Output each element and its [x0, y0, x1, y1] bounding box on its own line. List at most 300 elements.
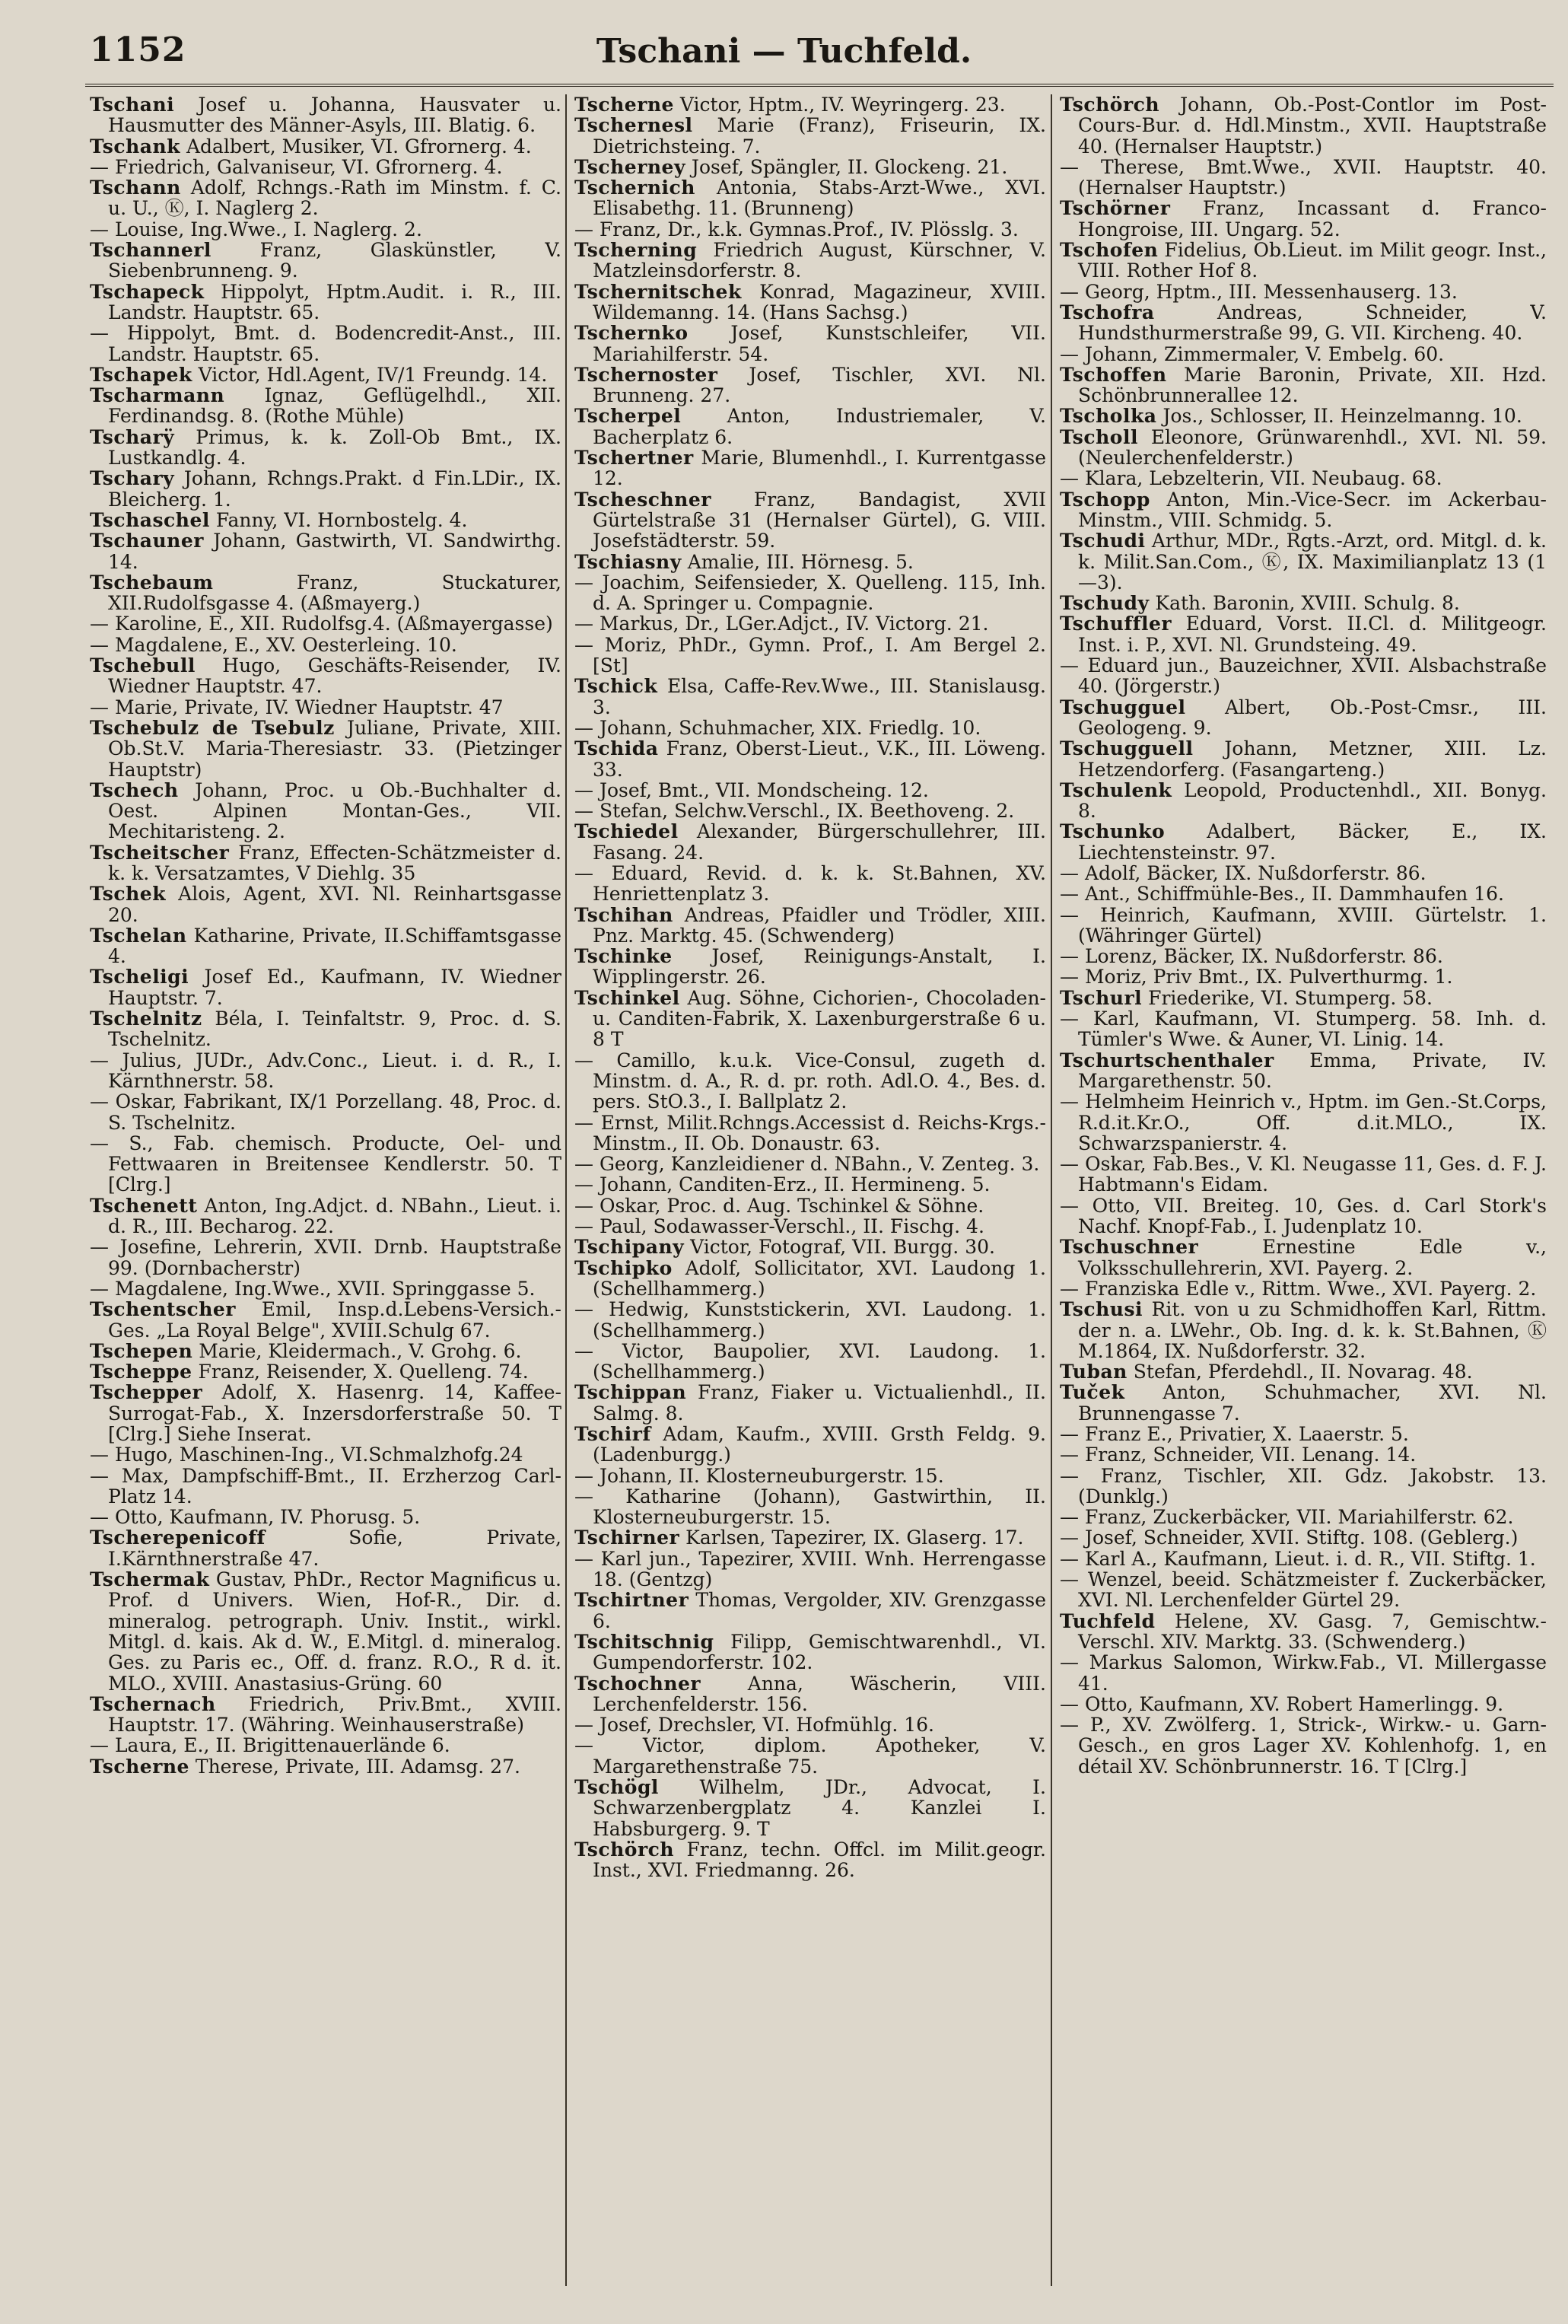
directory-entry: [574, 821, 1046, 863]
entry-surname: Tschannerl: [90, 239, 212, 262]
entry-surname: Tschunko: [1060, 820, 1166, 843]
entry-surname: Tschepper: [90, 1381, 203, 1404]
directory-entry: [1060, 613, 1547, 655]
entry-details: Franz, Bandagist, XVII Gürtelstraße 31 (Hernalser Gürtel), G. VIII. Josefstädterstr. 59.: [593, 488, 1046, 552]
directory-entry: [574, 1714, 1046, 1735]
directory-entry: [574, 489, 1046, 552]
entry-surname: Tschek: [90, 883, 167, 906]
entry-details: Leopold, Productenhdl., XII. Bonyg. 8.: [1078, 778, 1547, 823]
entry-details: — Markus, Dr., LGer.Adjct., IV. Victorg. 21.: [574, 613, 989, 635]
directory-entry: [90, 842, 561, 884]
directory-entry: [1060, 1154, 1547, 1195]
entry-surname: Tschurtschenthaler: [1060, 1049, 1274, 1071]
column-3: [1060, 94, 1547, 2301]
running-title: Tschani — Tuchfeld.: [596, 32, 972, 71]
entry-details: — Eduard jun., Bauzeichner, XVII. Alsbachstraße 40. (Jörgerstr.): [1060, 654, 1547, 698]
column-2: [574, 94, 1046, 2301]
entry-details: Franz, Effecten-Schätzmeister d. k. k. Versatzamtes, V Diehlg. 35: [108, 841, 561, 884]
entry-details: Adolf, Sollicitator, XVI. Laudong 1. (Schellhammerg.): [593, 1256, 1046, 1300]
directory-entry: [1060, 988, 1547, 1008]
entry-details: — Johann, Canditen-Erz., II. Hermineng. 5.: [574, 1173, 991, 1196]
entry-details: Rit. von u zu Schmidhoffen Karl, Rittm. der n. a. LWehr., Ob. Ing. d. k. k. St.Bahnen, Ⓚ M.1864, IX. Nußdorferstr. 32.: [1078, 1298, 1547, 1362]
directory-entry: [90, 1237, 561, 1278]
entry-details: — S., Fab. chemisch. Producte, Oel- und Fettwaaren in Breitensee Kendlerstr. 50. T [Clrg.]: [90, 1132, 561, 1196]
entry-details: — Stefan, Selchw.Verschl., IX. Beethoveng. 2.: [574, 800, 1015, 823]
entry-details: — Camillo, k.u.k. Vice-Consul, zugeth d. Minstm. d. A., R. d. pr. roth. Adl.O. 4., Bes. d. pers. StO.3., I. Ballplatz 2.: [574, 1049, 1046, 1113]
entry-details: Marie, Kleidermach., V. Grohg. 6.: [199, 1339, 522, 1362]
directory-entry: [574, 1486, 1046, 1528]
entry-surname: Tschiedel: [574, 820, 679, 843]
directory-entry: [574, 1839, 1046, 1881]
directory-entry: [574, 801, 1046, 821]
entry-details: Adalbert, Bäcker, E., IX. Liechtensteinstr. 97.: [1078, 820, 1547, 864]
entry-surname: Tschofra: [1060, 301, 1155, 323]
entry-surname: Tschapeck: [90, 280, 205, 303]
entry-details: — Wenzel, beeid. Schätzmeister f. Zuckerbäcker, XVI. Nl. Lerchenfelder Gürtel 29.: [1060, 1568, 1547, 1612]
entry-details: — Otto, VII. Breiteg. 10, Ges. d. Carl Stork's Nachf. Knopf-Fab., I. Judenplatz 10.: [1060, 1194, 1547, 1238]
entry-surname: Tscheschner: [574, 488, 711, 511]
directory-entry: [1060, 1611, 1547, 1653]
entry-details: Josef, Kunstschleifer, VII. Mariahilferstr. 54.: [593, 322, 1046, 365]
entry-surname: Tschelnitz: [90, 1008, 202, 1030]
directory-entry: [1060, 1008, 1547, 1050]
directory-entry: [90, 177, 561, 219]
directory-entry: [90, 282, 561, 323]
directory-entry: [1060, 883, 1547, 904]
entry-details: Eduard, Vorst. II.Cl. d. Militgeogr. Inst. i. P., XVI. Nl. Grundsteing. 49.: [1078, 613, 1547, 656]
directory-entry: [1060, 427, 1547, 469]
entry-surname: Tscherne: [90, 1755, 189, 1778]
directory-entry: [90, 613, 561, 634]
directory-entry: [1060, 1444, 1547, 1465]
directory-entry: [1060, 1694, 1547, 1714]
entry-surname: Tschernach: [90, 1692, 216, 1715]
entry-details: — Franz, Zuckerbäcker, VII. Mariahilferstr. 62.: [1060, 1506, 1514, 1529]
entry-details: — Joachim, Seifensieder, X. Quelleng. 115, Inh. d. A. Springer u. Compagnie.: [574, 571, 1046, 615]
entry-surname: Tschick: [574, 675, 658, 698]
directory-entry: [1060, 905, 1547, 947]
directory-entry: [90, 510, 561, 530]
entry-surname: Tscharmann: [90, 384, 225, 407]
entry-details: — Ernst, Milit.Rchngs.Accessist d. Reichs-Krgs.-Minstm., II. Ob. Donaustr. 63.: [574, 1111, 1046, 1154]
directory-entry: [574, 738, 1046, 780]
entry-details: Amalie, III. Hörnesg. 5.: [687, 550, 914, 573]
page-number: 1152: [90, 30, 186, 69]
directory-entry: [1060, 1466, 1547, 1507]
directory-entry: [90, 883, 561, 925]
entry-details: Franz, techn. Offcl. im Milit.geogr. Inst., XVI. Friedmanng. 26.: [593, 1838, 1046, 1882]
entry-details: — Magdalene, Ing.Wwe., XVII. Springgasse 5.: [90, 1277, 536, 1300]
entry-details: — Johann, Zimmermaler, V. Embelg. 60.: [1060, 342, 1445, 365]
entry-surname: Tschernesl: [574, 114, 693, 137]
entry-details: Emil, Insp.d.Lebens-Versich.-Ges. „La Royal Belge", XVIII.Schulg 67.: [108, 1298, 561, 1342]
directory-entry: [1060, 344, 1547, 365]
entry-surname: Tschinke: [574, 945, 673, 968]
directory-entry: [574, 1466, 1046, 1486]
entry-surname: Tschernoster: [574, 363, 718, 386]
directory-entry: [90, 1694, 561, 1736]
entry-details: Alexander, Bürgerschullehrer, III. Fasang. 24.: [593, 820, 1046, 864]
directory-entry: [1060, 863, 1547, 883]
entry-details: Ernestine Edle v., Volksschullehrerin, XVI. Payerg. 2.: [1078, 1236, 1547, 1279]
directory-entry: [574, 946, 1046, 988]
entry-details: — Franz E., Privatier, X. Laaerstr. 5.: [1060, 1423, 1409, 1445]
column-divider: [1051, 94, 1052, 2286]
directory-entry: [574, 177, 1046, 219]
entry-details: — Oskar, Fabrikant, IX/1 Porzellang. 48, Proc. d. S. Tschelnitz.: [90, 1090, 561, 1134]
entry-details: Adolf, Rchngs.-Rath im Minstm. f. C. u. U., Ⓚ, I. Naglerg 2.: [108, 177, 561, 220]
entry-details: Fidelius, Ob.Lieut. im Milit geogr. Inst., VIII. Rother Hof 8.: [1078, 239, 1547, 282]
entry-surname: Tschann: [90, 177, 181, 199]
entry-details: — Therese, Bmt.Wwe., XVII. Hauptstr. 40. (Hernalser Hauptstr.): [1060, 155, 1547, 199]
entry-surname: Tschida: [574, 737, 659, 760]
directory-entry: [1060, 593, 1547, 613]
entry-details: Franz, Glaskünstler, V. Siebenbrunneng. 9.: [108, 239, 561, 282]
entry-details: Arthur, MDr., Rgts.-Arzt, ord. Mitgl. d. k. k. Milit.San.Com., Ⓚ, IX. Maximilianplatz 13 (1—3).: [1078, 530, 1547, 594]
entry-details: — Karl jun., Tapezirer, XVIII. Wnh. Herrengasse 18. (Gentzg): [574, 1547, 1046, 1591]
directory-entry: [574, 1050, 1046, 1113]
directory-entry: [574, 718, 1046, 738]
directory-entry: [574, 1299, 1046, 1341]
directory-entry: [1060, 1195, 1547, 1237]
entry-surname: Tschani: [90, 94, 175, 116]
directory-entry: [90, 1466, 561, 1507]
directory-entry: [574, 1382, 1046, 1424]
entry-details: Andreas, Schneider, V. Hundsthurmerstraße 99, G. VII. Kircheng. 40.: [1078, 301, 1547, 345]
directory-entry: [90, 530, 561, 572]
entry-details: Andreas, Pfaidler und Trödler, XIII. Pnz. Marktg. 45. (Schwenderg): [593, 903, 1046, 947]
entry-surname: Tschary: [90, 467, 175, 490]
directory-entry: [1060, 302, 1547, 344]
entry-details: — Julius, JUDr., Adv.Conc., Lieut. i. d. R., I. Kärnthnerstr. 58.: [90, 1049, 561, 1092]
entry-surname: Tscheligi: [90, 966, 189, 988]
directory-entry: [574, 1424, 1046, 1466]
directory-entry: [1060, 1091, 1547, 1154]
entry-details: — Georg, Kanzleidiener d. NBahn., V. Zenteg. 3.: [574, 1153, 1040, 1176]
entry-surname: Tscherne: [574, 94, 674, 116]
directory-entry: [1060, 406, 1547, 426]
entry-details: Josef, Reinigungs-Anstalt, I. Wipplingerstr. 26.: [593, 945, 1046, 988]
entry-details: Konrad, Magazineur, XVIII. Wildemanng. 14. (Hans Sachsg.): [593, 280, 1046, 323]
directory-entry: [574, 780, 1046, 801]
directory-entry: [1060, 1299, 1547, 1361]
entry-details: Therese, Private, III. Adamsg. 27.: [195, 1755, 520, 1778]
entry-surname: Tschudi: [1060, 530, 1146, 552]
directory-entry: [90, 1008, 561, 1050]
entry-details: Wilhelm, JDr., Advocat, I. Schwarzenbergplatz 4. Kanzlei I. Habsburgerg. 9. T: [593, 1776, 1046, 1840]
entry-details: — Otto, Kaufmann, XV. Robert Hamerlingg. 9.: [1060, 1692, 1504, 1715]
directory-entry: [90, 219, 561, 240]
entry-details: Josef, Spängler, II. Glockeng. 21.: [691, 155, 1008, 178]
entry-details: Franz, Incassant d. Franco-Hongroise, III. Ungarg. 52.: [1078, 197, 1547, 240]
entry-details: — Paul, Sodawasser-Verschl., II. Fischg. 4.: [574, 1215, 984, 1238]
entry-details: Johann, Ob.-Post-Contlor im Post-Cours-Bur. d. Hdl.Minstm., XVII. Hauptstraße 40. (Hernalser Hauptstr.): [1078, 94, 1547, 158]
entry-details: — Magdalene, E., XV. Oesterleing. 10.: [90, 633, 457, 656]
entry-surname: Tschörch: [574, 1838, 675, 1861]
directory-entry: [574, 1527, 1046, 1548]
entry-surname: Tscheppe: [90, 1361, 192, 1383]
entry-details: — Franz, Tischler, XII. Gdz. Jakobstr. 13. (Dunklg.): [1060, 1464, 1547, 1507]
entry-details: Friedrich, Priv.Bmt., XVIII. Hauptstr. 17. (Währing. Weinhauserstraße): [108, 1692, 561, 1737]
entry-details: Josef, Tischler, XVI. Nl. Brunneng. 27.: [593, 363, 1046, 407]
directory-entry: [574, 863, 1046, 905]
directory-entry: [90, 635, 561, 655]
entry-surname: Tschepen: [90, 1339, 193, 1362]
entry-details: — Laura, E., II. Brigittenauerlände 6.: [90, 1734, 450, 1757]
entry-surname: Tschebaum: [90, 571, 214, 594]
entry-surname: Tschipany: [574, 1236, 685, 1259]
directory-entry: [90, 718, 561, 780]
entry-surname: Tschermak: [90, 1568, 210, 1591]
entry-details: Ignaz, Geflügelhdl., XII. Ferdinandsg. 8. (Rothe Mühle): [108, 384, 561, 428]
directory-entry: [90, 323, 561, 365]
directory-entry: [574, 572, 1046, 614]
entry-surname: Tschippan: [574, 1381, 687, 1404]
entry-surname: Tscherpel: [574, 405, 682, 428]
directory-entry: [1060, 1549, 1547, 1569]
entry-surname: Tschörch: [1060, 94, 1160, 116]
directory-entry: [90, 1133, 561, 1195]
directory-entry: [90, 385, 561, 427]
entry-surname: Tschauner: [90, 530, 204, 552]
directory-entry: [1060, 94, 1547, 157]
directory-entry: [574, 1237, 1046, 1257]
directory-entry: [90, 94, 561, 136]
directory-entry: [1060, 468, 1547, 489]
entry-details: Franz, Oberst-Lieut., V.K., III. Löweng. 33.: [593, 737, 1046, 781]
entry-surname: Tschirner: [574, 1527, 680, 1549]
entry-details: Friederike, VI. Stumperg. 58.: [1148, 986, 1433, 1009]
entry-details: Marie, Blumenhdl., I. Kurrentgasse 12.: [593, 447, 1046, 490]
entry-surname: Tschentscher: [90, 1298, 236, 1321]
entry-surname: Tschirtner: [574, 1589, 689, 1612]
entry-details: — Josef, Schneider, XVII. Stiftg. 108. (Geblerg.): [1060, 1527, 1519, 1549]
directory-entry: [574, 447, 1046, 489]
directory-entry: [1060, 1652, 1547, 1694]
entry-surname: Tschulenk: [1060, 778, 1172, 801]
entry-surname: Tuchfeld: [1060, 1609, 1156, 1632]
entry-details: Anton, Industriemaler, V. Bacherplatz 6.: [593, 405, 1046, 448]
entry-surname: Tschipko: [574, 1256, 673, 1279]
directory-entry: [1060, 655, 1547, 697]
entry-surname: Tschinkel: [574, 986, 680, 1009]
entry-surname: Tschurl: [1060, 986, 1143, 1009]
entry-details: — Franziska Edle v., Rittm. Wwe., XVI. Payerg. 2.: [1060, 1277, 1537, 1300]
directory-entry: [574, 1673, 1046, 1715]
entry-details: Béla, I. Teinfaltstr. 9, Proc. d. S. Tschelnitz.: [108, 1008, 561, 1051]
directory-entry: [90, 1299, 561, 1341]
entry-details: Thomas, Vergolder, XIV. Grenzgasse 6.: [593, 1589, 1046, 1632]
directory-entry: [90, 427, 561, 469]
entry-details: — Karl A., Kaufmann, Lieut. i. d. R., VII. Stiftg. 1.: [1060, 1547, 1536, 1570]
entry-details: — Josef, Drechsler, VI. Hofmühlg. 16.: [574, 1714, 934, 1737]
entry-details: Johann, Gastwirth, VI. Sandwirthg. 14.: [108, 530, 561, 573]
directory-entry: [1060, 1424, 1547, 1444]
entry-details: — Klara, Lebzelterin, VII. Neubaug. 68.: [1060, 467, 1442, 490]
entry-surname: Tschebulz de Tsebulz: [90, 716, 335, 739]
directory-entry: [1060, 489, 1547, 531]
directory-entry: [90, 780, 561, 842]
directory-entry: [1060, 821, 1547, 863]
directory-entry: [574, 323, 1046, 365]
entry-details: Josef u. Johanna, Hausvater u. Hausmutter des Männer-Asyls, III. Blatig. 6.: [108, 94, 561, 137]
entry-details: — Josefine, Lehrerin, XVII. Drnb. Hauptstraße 99. (Dornbacherstr): [90, 1236, 561, 1279]
directory-entry: [90, 1527, 561, 1569]
directory-entry: [574, 905, 1046, 947]
entry-surname: Tschugguel: [1060, 696, 1186, 718]
entry-surname: Tschertner: [574, 447, 694, 470]
entry-surname: Tschögl: [574, 1776, 659, 1799]
directory-entry: [90, 1507, 561, 1527]
column-divider: [565, 94, 567, 2286]
entry-details: — Helmheim Heinrich v., Hptm. im Gen.-St.Corps, R.d.it.Kr.O., Off. d.it.MLO., IX. Schwarzspanierstr. 4.: [1060, 1090, 1547, 1154]
entry-surname: Tschebull: [90, 654, 196, 677]
directory-entry: [574, 240, 1046, 282]
entry-surname: Tschirf: [574, 1423, 651, 1445]
entry-details: Victor, Fotograf, VII. Burgg. 30.: [690, 1236, 995, 1259]
entry-details: — Franz, Dr., k.k. Gymnas.Prof., IV. Plösslg. 3.: [574, 218, 1019, 240]
directory-entry: [1060, 966, 1547, 987]
directory-entry: [574, 115, 1046, 157]
entry-details: — Josef, Bmt., VII. Mondscheing. 12.: [574, 778, 929, 801]
directory-entry: [574, 988, 1046, 1050]
directory-entry: [1060, 1569, 1547, 1611]
entry-details: Katharine, Private, II.Schiffamtsgasse 4.: [108, 924, 561, 968]
entry-details: Alois, Agent, XVI. Nl. Reinhartsgasse 20.: [108, 883, 561, 926]
directory-entry: [574, 1174, 1046, 1195]
entry-details: — Oskar, Proc. d. Aug. Tschinkel & Söhne.: [574, 1194, 984, 1217]
directory-entry: [574, 365, 1046, 406]
directory-entry: [1060, 780, 1547, 822]
directory-entry: [574, 406, 1046, 447]
entry-details: — Victor, diplom. Apotheker, V. Margarethenstraße 75.: [574, 1734, 1046, 1778]
entry-details: Anton, Min.-Vice-Secr. im Ackerbau-Minstm., VIII. Schmidg. 5.: [1078, 488, 1547, 531]
entry-surname: Tscholl: [1060, 425, 1138, 448]
entry-surname: Tscherepenicoff: [90, 1527, 266, 1549]
directory-entry: [90, 1735, 561, 1756]
entry-details: Victor, Hptm., IV. Weyringerg. 23.: [679, 94, 1006, 116]
entry-details: Emma, Private, IV. Margarethenstr. 50.: [1078, 1049, 1547, 1092]
directory-entry: [574, 94, 1046, 115]
entry-details: Fanny, VI. Hornbostelg. 4.: [215, 508, 468, 531]
directory-entry: [90, 136, 561, 157]
entry-surname: Tschoffen: [1060, 363, 1167, 386]
entry-surname: Tschopp: [1060, 488, 1150, 511]
directory-entry: [90, 1756, 561, 1777]
entry-details: Jos., Schlosser, II. Heinzelmanng. 10.: [1162, 405, 1522, 428]
directory-entry: [574, 1341, 1046, 1383]
entry-details: — Victor, Baupolier, XVI. Laudong. 1. (Schellhammerg.): [574, 1339, 1046, 1383]
entry-surname: Tschelan: [90, 924, 187, 947]
entry-surname: Tuček: [1060, 1381, 1125, 1404]
directory-entry: [574, 157, 1046, 177]
entry-details: — Heinrich, Kaufmann, XVIII. Gürtelstr. 1. (Währinger Gürtel): [1060, 903, 1547, 947]
directory-entry: [1060, 1714, 1547, 1777]
column-1: [90, 94, 561, 2301]
directory-entry: [90, 1195, 561, 1237]
entry-details: — Lorenz, Bäcker, IX. Nußdorferstr. 86.: [1060, 945, 1443, 968]
entry-surname: Tschudy: [1060, 592, 1150, 615]
entry-details: Helene, XV. Gasg. 7, Gemischtw.-Verschl. XIV. Marktg. 33. (Schwenderg.): [1078, 1609, 1547, 1653]
entry-details: Franz, Stuckaturer, XII.Rudolfsgasse 4. (Aßmayerg.): [108, 571, 561, 615]
entry-details: — Max, Dampfschiff-Bmt., II. Erzherzog Carl-Platz 14.: [90, 1464, 561, 1507]
entry-details: — Moriz, Priv Bmt., IX. Pulverthurmg. 1.: [1060, 966, 1453, 988]
entry-details: Marie Baronin, Private, XII. Hzd. Schönbrunnerallee 12.: [1078, 363, 1547, 407]
entry-details: — Karl, Kaufmann, VI. Stumperg. 58. Inh. d. Tümler's Wwe. & Auner, VI. Linig. 14.: [1060, 1008, 1547, 1051]
directory-entry: [90, 1050, 561, 1092]
entry-details: — Katharine (Johann), Gastwirthin, II. Klosterneuburgerstr. 15.: [574, 1485, 1046, 1529]
entry-details: — Moriz, PhDr., Gymn. Prof., I. Am Bergel 2. [St]: [574, 633, 1046, 677]
entry-details: — Otto, Kaufmann, IV. Phorusg. 5.: [90, 1506, 421, 1529]
entry-details: Adam, Kaufm., XVIII. Grsth Feldg. 9. (Ladenburgg.): [593, 1423, 1046, 1466]
entry-details: Marie (Franz), Friseurin, IX. Dietrichsteing. 7.: [593, 114, 1046, 158]
entry-surname: Tschank: [90, 135, 180, 158]
entry-details: — Hedwig, Kunststickerin, XVI. Laudong. 1. (Schellhammerg.): [574, 1298, 1046, 1342]
entry-details: Johann, Rchngs.Prakt. d Fin.LDir., IX. Bleicherg. 1.: [108, 467, 561, 511]
entry-details: — Hippolyt, Bmt. d. Bodencredit-Anst., III. Landstr. Hauptstr. 65.: [90, 322, 561, 365]
directory-entry: [1060, 282, 1547, 302]
directory-entry: [1060, 697, 1547, 739]
directory-entry: [574, 219, 1046, 240]
entry-surname: Tschuschner: [1060, 1236, 1199, 1259]
directory-entry: [90, 1091, 561, 1133]
entry-surname: Tschech: [90, 778, 179, 801]
entry-surname: Tschernitschek: [574, 280, 742, 303]
directory-entry: [1060, 1527, 1547, 1548]
entry-surname: Tschernko: [574, 322, 689, 345]
entry-details: — Ant., Schiffmühle-Bes., II. Dammhaufen 16.: [1060, 883, 1504, 906]
entry-details: Friedrich August, Kürschner, V. Matzleinsdorferstr. 8.: [593, 239, 1046, 282]
directory-entry: [90, 1361, 561, 1382]
directory-entry: [90, 1278, 561, 1299]
directory-entry: [1060, 198, 1547, 240]
entry-details: Johann, Proc. u Ob.-Buchhalter d. Oest. Alpinen Montan-Ges., VII. Mechitaristeng. 2.: [108, 778, 561, 843]
entry-details: Stefan, Pferdehdl., II. Novarag. 48.: [1133, 1361, 1473, 1383]
entry-details: Kath. Baronin, XVIII. Schulg. 8.: [1155, 592, 1460, 615]
directory-entry: [574, 1590, 1046, 1632]
entry-details: Hugo, Geschäfts-Reisender, IV. Wiedner Hauptstr. 47.: [108, 654, 561, 698]
entry-details: Anton, Schuhmacher, XVI. Nl. Brunnengasse 7.: [1078, 1381, 1547, 1425]
directory-entry: [90, 1444, 561, 1465]
entry-surname: Tschochner: [574, 1672, 701, 1695]
entry-details: Johann, Metzner, XIII. Lz. Hetzendorferg. (Fasangarteng.): [1078, 737, 1547, 781]
directory-entry: [90, 966, 561, 1008]
directory-entry: [574, 635, 1046, 677]
entry-surname: Tschenett: [90, 1194, 198, 1217]
entry-surname: Tscherning: [574, 239, 698, 262]
entry-details: Elsa, Caffe-Rev.Wwe., III. Stanislausg. 3.: [593, 675, 1046, 718]
entry-details: Albert, Ob.-Post-Cmsr., III. Geologeng. 9.: [1078, 696, 1547, 739]
directory-entry: [90, 572, 561, 614]
directory-entry: [574, 1549, 1046, 1590]
directory-entry: [1060, 157, 1547, 199]
entry-details: Aug. Söhne, Cichorien-, Chocoladen- u. Canditen-Fabrik, X. Laxenburgerstraße 6 u. 8 T: [593, 986, 1046, 1051]
entry-surname: Tscholka: [1060, 405, 1157, 428]
directory-entry: [574, 1735, 1046, 1777]
directory-entry: [574, 676, 1046, 718]
entry-details: Primus, k. k. Zoll-Ob Bmt., IX. Lustkandlg. 4.: [108, 425, 561, 470]
directory-entry: [1060, 1237, 1547, 1278]
entry-details: — Georg, Hptm., III. Messenhauserg. 13.: [1060, 280, 1458, 303]
entry-details: — Hugo, Maschinen-Ing., VI.Schmalzhofg.24: [90, 1444, 523, 1466]
entry-details: — Louise, Ing.Wwe., I. Naglerg. 2.: [90, 218, 422, 240]
directory-entry: [574, 613, 1046, 634]
directory-entry: [1060, 1050, 1547, 1092]
directory-entry: [1060, 1507, 1547, 1527]
entry-details: — P., XV. Zwölferg. 1, Strick-, Wirkw.- u. Garn-Gesch., en gros Lager XV. Kohlenhofg. 1, en détail XV. Schönbrunnerstr. 16. T [Clrg.]: [1060, 1714, 1547, 1778]
entry-surname: Tscharÿ: [90, 425, 175, 448]
entry-details: Franz, Fiaker u. Victualienhdl., II. Salmg. 8.: [593, 1381, 1046, 1425]
